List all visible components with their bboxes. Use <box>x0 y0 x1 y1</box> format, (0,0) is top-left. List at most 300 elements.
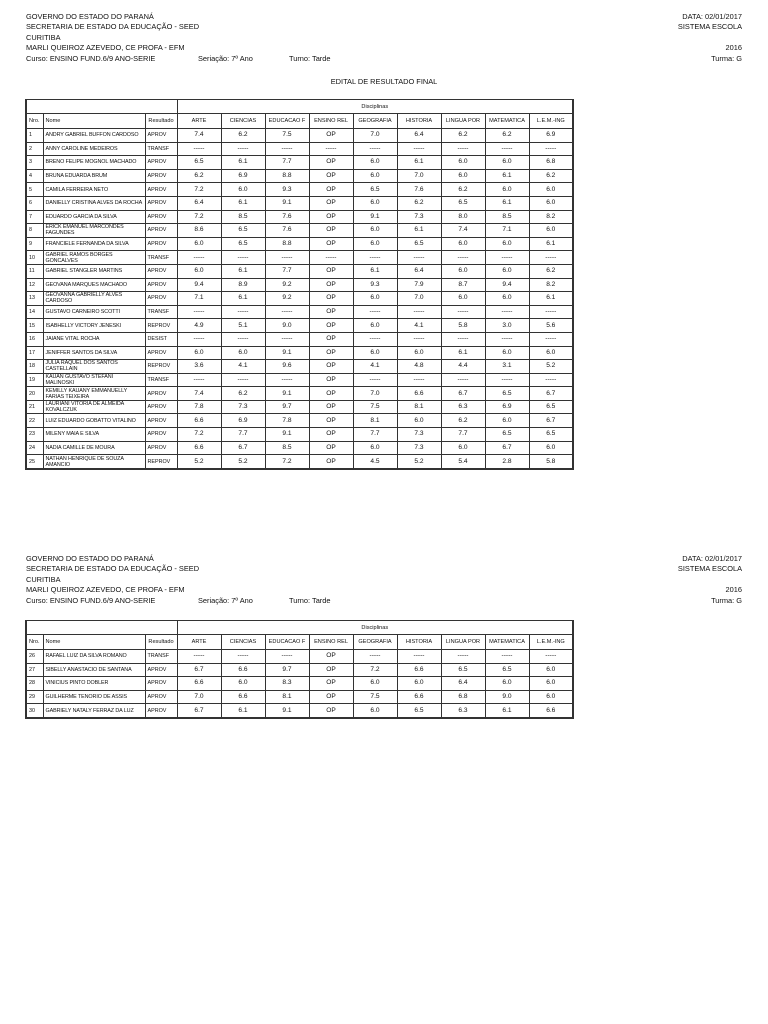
cell-geografia: 7.0 <box>353 129 397 143</box>
cell-arte: 7.2 <box>177 428 221 442</box>
cell-ciencias: 6.0 <box>221 183 265 197</box>
cell-ciencias: 7.7 <box>221 428 265 442</box>
cell-historia: 7.0 <box>397 169 441 183</box>
cell-educacao-fisica: 9.1 <box>265 387 309 401</box>
cell-ciencias: ----- <box>221 332 265 346</box>
cell-ensino-religioso: OP <box>309 292 353 306</box>
cell-nome: KAUAN GUSTAVO STEFANI MALINOSKI <box>43 373 145 387</box>
student-row <box>26 373 573 387</box>
cell-educacao-fisica: 9.6 <box>265 360 309 374</box>
report-date: DATA: 02/01/2017 <box>682 554 742 563</box>
cell-educacao-fisica: ----- <box>265 251 309 265</box>
header-left <box>26 12 331 64</box>
course-line <box>26 54 331 64</box>
cell-geografia: 7.5 <box>353 690 397 704</box>
cell-lem-ingles: 6.0 <box>529 690 573 704</box>
cell-arte: 6.6 <box>177 441 221 455</box>
cell-resultado: APROV <box>145 224 177 238</box>
student-row <box>26 332 573 346</box>
cell-ciencias: ----- <box>221 251 265 265</box>
cell-lingua-portuguesa: 6.3 <box>441 704 485 718</box>
cell-ciencias: ----- <box>221 373 265 387</box>
student-row <box>26 305 573 319</box>
cell-ensino-religioso: ----- <box>309 251 353 265</box>
cell-educacao-fisica: 7.5 <box>265 129 309 143</box>
cell-ensino-religioso: OP <box>309 400 353 414</box>
cell-geografia: 8.1 <box>353 414 397 428</box>
cell-nome: GABRIEL STANGLER MARTINS <box>43 264 145 278</box>
cell-lem-ingles: 6.0 <box>529 441 573 455</box>
cell-nome: GEOVANNA GABRIELLY ALVES CARDOSO <box>43 292 145 306</box>
cell-nome: NADIA CAMILLE DE MOURA <box>43 441 145 455</box>
cell-historia: 6.2 <box>397 196 441 210</box>
cell-ensino-religioso: OP <box>309 319 353 333</box>
cell-matematica: 6.0 <box>485 237 529 251</box>
header-right-page-2 <box>678 554 742 606</box>
cell-ciencias: 7.3 <box>221 400 265 414</box>
cell-geografia: ----- <box>353 305 397 319</box>
cell-arte: 7.8 <box>177 400 221 414</box>
cell-lingua-portuguesa: 6.0 <box>441 264 485 278</box>
cell-nome: ANDRY GABRIEL BUFFON CARDOSO <box>43 129 145 143</box>
cell-arte: 7.0 <box>177 690 221 704</box>
cell-ensino-religioso: OP <box>309 129 353 143</box>
col-header-nro: Nro. <box>26 635 43 650</box>
cell-geografia: 6.0 <box>353 156 397 170</box>
cell-nro: 11 <box>26 264 43 278</box>
student-row <box>26 677 573 691</box>
cell-matematica: 6.1 <box>485 196 529 210</box>
cell-educacao-fisica: 7.2 <box>265 455 309 469</box>
cell-ensino-religioso: OP <box>309 196 353 210</box>
cell-nro: 30 <box>26 704 43 718</box>
student-row <box>26 441 573 455</box>
col-header-resultado: Resultado <box>145 635 177 650</box>
shift: Turno: Tarde <box>289 595 331 605</box>
cell-educacao-fisica: ----- <box>265 305 309 319</box>
cell-lingua-portuguesa: 4.4 <box>441 360 485 374</box>
cell-arte: 8.6 <box>177 224 221 238</box>
cell-lem-ingles: 6.0 <box>529 224 573 238</box>
cell-arte: 6.7 <box>177 704 221 718</box>
cell-historia: ----- <box>397 332 441 346</box>
cell-ensino-religioso: OP <box>309 455 353 469</box>
cell-matematica: 3.1 <box>485 360 529 374</box>
cell-historia: 6.6 <box>397 663 441 677</box>
cell-resultado: TRANSF <box>145 251 177 265</box>
cell-lem-ingles: 6.0 <box>529 196 573 210</box>
cell-nome: DANIELLY CRISTINA ALVES DA ROCHA <box>43 196 145 210</box>
cell-historia: 7.3 <box>397 210 441 224</box>
cell-arte: 7.2 <box>177 210 221 224</box>
cell-arte: 9.4 <box>177 278 221 292</box>
cell-geografia: 6.0 <box>353 704 397 718</box>
cell-arte: 6.2 <box>177 169 221 183</box>
cell-historia: 6.6 <box>397 690 441 704</box>
cell-lem-ingles: 5.2 <box>529 360 573 374</box>
cell-geografia: 6.0 <box>353 169 397 183</box>
col-header-historia: HISTORIA <box>397 635 441 650</box>
cell-resultado: TRANSF <box>145 373 177 387</box>
cell-lingua-portuguesa: 5.4 <box>441 455 485 469</box>
cell-geografia: 7.0 <box>353 387 397 401</box>
student-row <box>26 251 573 265</box>
cell-geografia: ----- <box>353 650 397 664</box>
cell-ciencias: 8.5 <box>221 210 265 224</box>
course-line <box>26 596 331 606</box>
cell-lem-ingles: ----- <box>529 251 573 265</box>
cell-ciencias: ----- <box>221 142 265 156</box>
cell-resultado: DESIST <box>145 332 177 346</box>
cell-resultado: REPROV <box>145 360 177 374</box>
cell-lingua-portuguesa: 6.2 <box>441 414 485 428</box>
cell-geografia: ----- <box>353 373 397 387</box>
cell-matematica: 7.1 <box>485 224 529 238</box>
cell-historia: 7.0 <box>397 292 441 306</box>
cell-nome: MILENY MAIA E SILVA <box>43 428 145 442</box>
government-name: GOVERNO DO ESTADO DO PARANÁ <box>26 554 154 563</box>
cell-educacao-fisica: 7.7 <box>265 156 309 170</box>
student-row <box>26 210 573 224</box>
cell-arte: 7.4 <box>177 387 221 401</box>
cell-matematica: 6.0 <box>485 264 529 278</box>
student-row <box>26 142 573 156</box>
cell-lingua-portuguesa: ----- <box>441 650 485 664</box>
cell-nome: ANNY CAROLINE MEDEIROS <box>43 142 145 156</box>
student-row <box>26 183 573 197</box>
cell-ciencias: 6.5 <box>221 237 265 251</box>
cell-lem-ingles: 6.0 <box>529 183 573 197</box>
cell-lem-ingles: 6.7 <box>529 387 573 401</box>
cell-educacao-fisica: 9.1 <box>265 346 309 360</box>
cell-matematica: ----- <box>485 251 529 265</box>
cell-arte: 7.4 <box>177 129 221 143</box>
cell-educacao-fisica: 7.6 <box>265 224 309 238</box>
cell-ciencias: 6.0 <box>221 677 265 691</box>
cell-lingua-portuguesa: 6.7 <box>441 387 485 401</box>
cell-historia: ----- <box>397 142 441 156</box>
cell-ciencias: ----- <box>221 305 265 319</box>
cell-arte: 6.0 <box>177 237 221 251</box>
cell-geografia: 6.0 <box>353 292 397 306</box>
cell-educacao-fisica: ----- <box>265 373 309 387</box>
cell-ensino-religioso: OP <box>309 332 353 346</box>
col-header-lingua-portuguesa: LINGUA POR <box>441 114 485 129</box>
shift: Turno: Tarde <box>289 53 331 63</box>
cell-nro: 20 <box>26 387 43 401</box>
cell-geografia: 6.0 <box>353 319 397 333</box>
cell-educacao-fisica: 8.3 <box>265 677 309 691</box>
cell-geografia: 6.0 <box>353 196 397 210</box>
cell-resultado: TRANSF <box>145 142 177 156</box>
cell-nome: JAIANE VITAL ROCHA <box>43 332 145 346</box>
cell-lingua-portuguesa: ----- <box>441 332 485 346</box>
cell-nome: LAURIANI VITORIA DE ALMEIDA KOVALCZUK <box>43 400 145 414</box>
cell-educacao-fisica: 9.1 <box>265 196 309 210</box>
col-header-arte: ARTE <box>177 635 221 650</box>
cell-matematica: 6.5 <box>485 663 529 677</box>
cell-lingua-portuguesa: 6.0 <box>441 169 485 183</box>
cell-nome: BRENO FELIPE MOGNOL MACHADO <box>43 156 145 170</box>
cell-nro: 13 <box>26 292 43 306</box>
cell-nro: 18 <box>26 360 43 374</box>
student-row <box>26 169 573 183</box>
cell-matematica: 6.0 <box>485 414 529 428</box>
cell-nro: 19 <box>26 373 43 387</box>
cell-nome: EDUARDO GARCIA DA SILVA <box>43 210 145 224</box>
cell-ensino-religioso: OP <box>309 663 353 677</box>
cell-arte: 5.2 <box>177 455 221 469</box>
col-header-nome: Nome <box>43 114 145 129</box>
cell-educacao-fisica: 8.8 <box>265 169 309 183</box>
cell-nome: GABRIELY NATALY FERRAZ DA LUZ <box>43 704 145 718</box>
cell-nro: 24 <box>26 441 43 455</box>
cell-historia: 6.4 <box>397 129 441 143</box>
student-row <box>26 319 573 333</box>
results-table-page-1 <box>25 99 574 470</box>
system-name: SISTEMA ESCOLA <box>677 22 742 32</box>
cell-nome: SIBELLY ANASTACIO DE SANTANA <box>43 663 145 677</box>
cell-ciencias: 5.1 <box>221 319 265 333</box>
cell-educacao-fisica: 7.8 <box>265 414 309 428</box>
col-header-nro: Nro. <box>26 114 43 129</box>
cell-ensino-religioso: OP <box>309 373 353 387</box>
cell-nome: JENIFFER SANTOS DA SILVA <box>43 346 145 360</box>
col-header-educacao-fisica: EDUCACAO F <box>265 114 309 129</box>
cell-geografia: 4.5 <box>353 455 397 469</box>
cell-ensino-religioso: OP <box>309 704 353 718</box>
cell-lem-ingles: 6.2 <box>529 264 573 278</box>
cell-arte: 6.5 <box>177 156 221 170</box>
cell-historia: 7.9 <box>397 278 441 292</box>
cell-nro: 15 <box>26 319 43 333</box>
student-row <box>26 292 573 306</box>
class-group: Turma: G <box>711 595 742 605</box>
cell-nro: 1 <box>26 129 43 143</box>
cell-lingua-portuguesa: 6.2 <box>441 129 485 143</box>
cell-resultado: APROV <box>145 237 177 251</box>
cell-ensino-religioso: OP <box>309 183 353 197</box>
cell-nro: 23 <box>26 428 43 442</box>
disciplines-header-row <box>26 100 573 114</box>
col-header-ciencias: CIENCIAS <box>221 114 265 129</box>
cell-arte: 6.0 <box>177 346 221 360</box>
cell-lingua-portuguesa: 6.4 <box>441 677 485 691</box>
cell-ciencias: 6.6 <box>221 663 265 677</box>
cell-arte: ----- <box>177 142 221 156</box>
header-left-page-2 <box>26 554 331 606</box>
cell-nro: 4 <box>26 169 43 183</box>
cell-ensino-religioso: OP <box>309 224 353 238</box>
cell-ensino-religioso: OP <box>309 305 353 319</box>
cell-resultado: APROV <box>145 690 177 704</box>
cell-historia: 4.8 <box>397 360 441 374</box>
course: Curso: ENSINO FUND.6/9 ANO-SERIE <box>26 595 156 605</box>
cell-nome: VINICIUS PINTO DOBLER <box>43 677 145 691</box>
cell-lem-ingles: 6.6 <box>529 704 573 718</box>
cell-matematica: 6.5 <box>485 428 529 442</box>
report-title: EDITAL DE RESULTADO FINAL <box>330 77 438 86</box>
cell-lingua-portuguesa: 7.4 <box>441 224 485 238</box>
system-name: SISTEMA ESCOLA <box>677 564 742 574</box>
grade-level: Seriação: 7º Ano <box>198 53 253 63</box>
col-header-lem-ingles: L.E.M.-ING <box>529 114 573 129</box>
col-header-matematica: MATEMATICA <box>485 114 529 129</box>
cell-matematica: ----- <box>485 305 529 319</box>
student-row <box>26 196 573 210</box>
cell-nome: CAMILA FERREIRA NETO <box>43 183 145 197</box>
cell-ensino-religioso: OP <box>309 210 353 224</box>
cell-ciencias: 6.0 <box>221 346 265 360</box>
cell-lingua-portuguesa: 6.0 <box>441 441 485 455</box>
col-header-ensino-religioso: ENSINO REL <box>309 114 353 129</box>
cell-educacao-fisica: 8.8 <box>265 237 309 251</box>
cell-nro: 8 <box>26 224 43 238</box>
cell-historia: 7.3 <box>397 428 441 442</box>
cell-lem-ingles: 6.1 <box>529 292 573 306</box>
col-header-resultado: Resultado <box>145 114 177 129</box>
school-year: 2016 <box>725 43 742 53</box>
cell-historia: ----- <box>397 373 441 387</box>
cell-ciencias: 6.1 <box>221 292 265 306</box>
cell-arte: 6.7 <box>177 663 221 677</box>
cell-ciencias: 6.1 <box>221 196 265 210</box>
cell-resultado: APROV <box>145 292 177 306</box>
cell-nome: FRANCIELE FERNANDA DA SILVA <box>43 237 145 251</box>
cell-lingua-portuguesa: 6.3 <box>441 400 485 414</box>
cell-ensino-religioso: OP <box>309 650 353 664</box>
cell-historia: 6.1 <box>397 224 441 238</box>
student-row <box>26 704 573 718</box>
cell-historia: 7.3 <box>397 441 441 455</box>
cell-historia: ----- <box>397 305 441 319</box>
cell-ensino-religioso: OP <box>309 414 353 428</box>
cell-lingua-portuguesa: ----- <box>441 305 485 319</box>
cell-educacao-fisica: ----- <box>265 142 309 156</box>
cell-arte: 4.9 <box>177 319 221 333</box>
school-name: MARLI QUEIROZ AZEVEDO, CE PROFA - EFM <box>26 585 185 595</box>
cell-nro: 5 <box>26 183 43 197</box>
cell-educacao-fisica: 8.1 <box>265 690 309 704</box>
col-header-arte: ARTE <box>177 114 221 129</box>
column-header-row <box>26 635 573 650</box>
student-row <box>26 224 573 238</box>
cell-geografia: 7.5 <box>353 400 397 414</box>
cell-nro: 2 <box>26 142 43 156</box>
cell-educacao-fisica: 9.7 <box>265 663 309 677</box>
cell-matematica: 3.0 <box>485 319 529 333</box>
cell-ensino-religioso: OP <box>309 441 353 455</box>
cell-geografia: 6.0 <box>353 237 397 251</box>
cell-historia: 6.5 <box>397 237 441 251</box>
cell-matematica: 6.1 <box>485 169 529 183</box>
cell-educacao-fisica: ----- <box>265 650 309 664</box>
cell-nome: ISABHELLY VICTORY JENESKI <box>43 319 145 333</box>
city-name: CURITIBA <box>26 32 61 42</box>
cell-arte: 6.6 <box>177 677 221 691</box>
col-header-historia: HISTORIA <box>397 114 441 129</box>
cell-lingua-portuguesa: ----- <box>441 251 485 265</box>
cell-nro: 26 <box>26 650 43 664</box>
cell-arte: ----- <box>177 305 221 319</box>
student-row <box>26 400 573 414</box>
cell-lem-ingles: 6.5 <box>529 428 573 442</box>
cell-historia: ----- <box>397 650 441 664</box>
cell-resultado: APROV <box>145 387 177 401</box>
cell-resultado: APROV <box>145 129 177 143</box>
student-row <box>26 264 573 278</box>
cell-ensino-religioso: OP <box>309 169 353 183</box>
cell-nome: RAFAEL LUIZ DA SILVA ROMANO <box>43 650 145 664</box>
cell-resultado: APROV <box>145 677 177 691</box>
cell-ensino-religioso: OP <box>309 278 353 292</box>
cell-matematica: ----- <box>485 650 529 664</box>
cell-lingua-portuguesa: 6.5 <box>441 663 485 677</box>
cell-resultado: APROV <box>145 210 177 224</box>
col-header-educacao-fisica: EDUCACAO F <box>265 635 309 650</box>
student-row <box>26 428 573 442</box>
cell-resultado: APROV <box>145 278 177 292</box>
cell-arte: 7.2 <box>177 183 221 197</box>
cell-educacao-fisica: 9.2 <box>265 292 309 306</box>
cell-matematica: 6.0 <box>485 346 529 360</box>
cell-ensino-religioso: OP <box>309 360 353 374</box>
cell-nro: 29 <box>26 690 43 704</box>
school-year: 2016 <box>725 585 742 595</box>
cell-nro: 6 <box>26 196 43 210</box>
report-date: DATA: 02/01/2017 <box>682 12 742 21</box>
cell-lem-ingles: 5.8 <box>529 455 573 469</box>
cell-geografia: 6.1 <box>353 264 397 278</box>
student-row <box>26 663 573 677</box>
cell-lingua-portuguesa: 6.1 <box>441 346 485 360</box>
cell-arte: ----- <box>177 251 221 265</box>
cell-resultado: TRANSF <box>145 650 177 664</box>
cell-matematica: 6.9 <box>485 400 529 414</box>
cell-lingua-portuguesa: 7.7 <box>441 428 485 442</box>
disciplines-header-row <box>26 621 573 635</box>
cell-matematica: 8.5 <box>485 210 529 224</box>
cell-geografia: 6.5 <box>353 183 397 197</box>
cell-ciencias: ----- <box>221 650 265 664</box>
student-row <box>26 387 573 401</box>
cell-nro: 17 <box>26 346 43 360</box>
cell-geografia: ----- <box>353 332 397 346</box>
cell-resultado: TRANSF <box>145 305 177 319</box>
cell-geografia: 4.1 <box>353 360 397 374</box>
col-header-nome: Nome <box>43 635 145 650</box>
cell-resultado: APROV <box>145 663 177 677</box>
cell-lingua-portuguesa: 6.5 <box>441 196 485 210</box>
cell-educacao-fisica: 8.5 <box>265 441 309 455</box>
cell-nro: 21 <box>26 400 43 414</box>
cell-matematica: ----- <box>485 373 529 387</box>
cell-ensino-religioso: OP <box>309 264 353 278</box>
cell-lem-ingles: 8.2 <box>529 210 573 224</box>
cell-nome: KEMILLY KAUANY EMMANUELLY FARIAS TEIXEIRA <box>43 387 145 401</box>
cell-nro: 10 <box>26 251 43 265</box>
cell-arte: 7.1 <box>177 292 221 306</box>
cell-arte: 6.6 <box>177 414 221 428</box>
cell-lem-ingles: 6.0 <box>529 677 573 691</box>
cell-matematica: 9.4 <box>485 278 529 292</box>
cell-ciencias: 6.2 <box>221 387 265 401</box>
cell-matematica: 6.0 <box>485 183 529 197</box>
cell-nro: 9 <box>26 237 43 251</box>
cell-lem-ingles: 6.8 <box>529 156 573 170</box>
cell-lingua-portuguesa: 8.7 <box>441 278 485 292</box>
column-header-row <box>26 114 573 129</box>
